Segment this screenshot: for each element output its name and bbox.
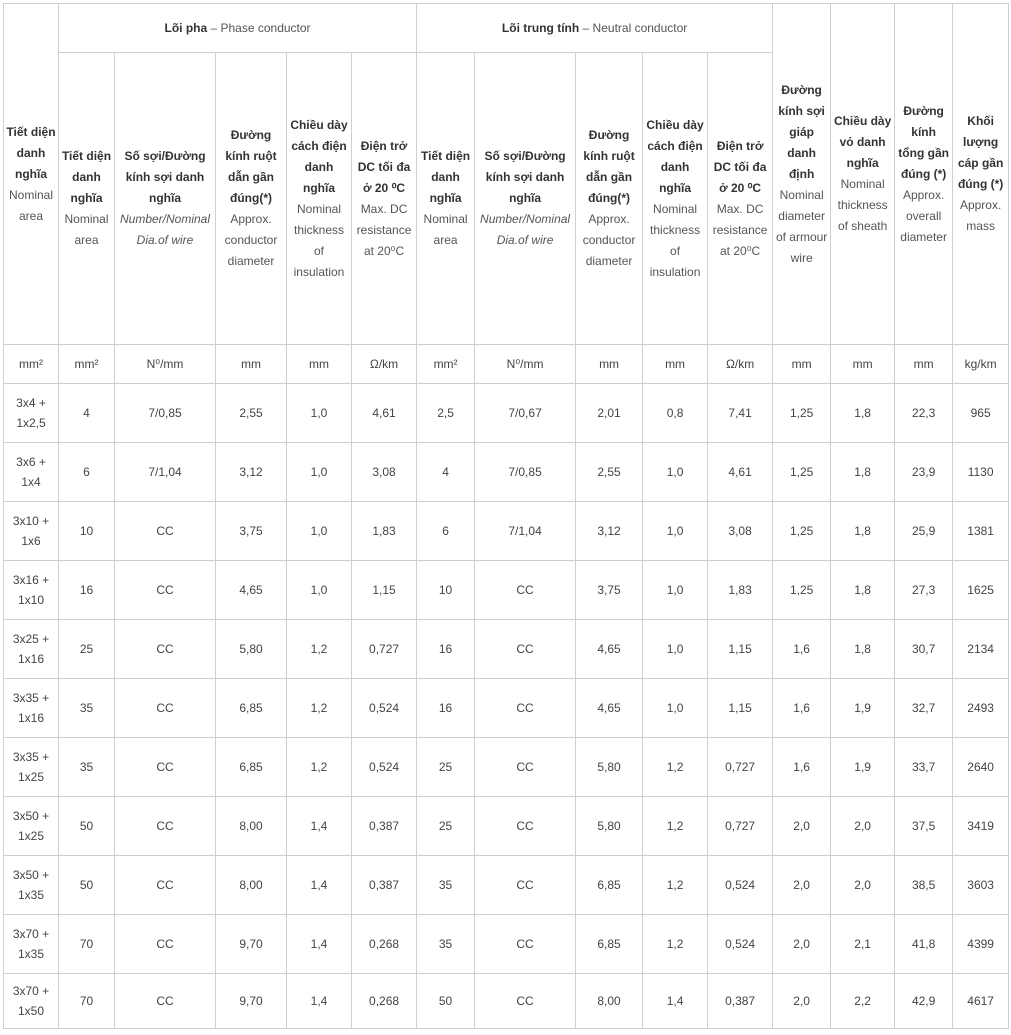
table-cell: 2,55 (576, 443, 643, 502)
table-cell: 10 (59, 502, 115, 561)
table-cell-size: 3x6 + 1x4 (4, 443, 59, 502)
table-row (4, 502, 1009, 561)
unit-cell: mm² (417, 345, 475, 384)
table-cell: 22,3 (895, 384, 953, 443)
table-cell: 7/0,85 (115, 384, 216, 443)
header-label-en: Nominal thickness of insulation (649, 201, 701, 279)
table-cell: 1,15 (352, 561, 417, 620)
table-cell: 1,25 (773, 502, 831, 561)
table-cell: 4399 (953, 915, 1009, 974)
table-cell: 1,9 (831, 738, 895, 797)
table-cell: 0,268 (352, 915, 417, 974)
header-label-vi: Số sợi/Đường kính sợi danh nghĩa (484, 149, 566, 205)
table-cell: 1,6 (773, 620, 831, 679)
table-cell: 3,08 (708, 502, 773, 561)
table-cell: 4 (417, 443, 475, 502)
table-cell: 1130 (953, 443, 1009, 502)
unit-cell: kg/km (953, 345, 1009, 384)
table-cell: 8,00 (216, 856, 287, 915)
table-cell: 2,2 (831, 974, 895, 1029)
header-overall-diameter (895, 4, 953, 345)
table-cell: 1,4 (643, 974, 708, 1029)
table-cell: CC (475, 738, 576, 797)
table-cell: 25,9 (895, 502, 953, 561)
header-label-en: Nominal diameter of armour wire (775, 187, 828, 265)
table-cell: 35 (417, 915, 475, 974)
table-cell: 1,8 (831, 620, 895, 679)
table-cell: CC (475, 561, 576, 620)
table-cell: 9,70 (216, 974, 287, 1029)
header-label-vi: Đường kính tổng gần đúng (*) (898, 103, 949, 181)
table-cell: 35 (417, 856, 475, 915)
cable-spec-table (3, 3, 1009, 1029)
table-cell: 1,2 (643, 738, 708, 797)
table-cell: 1,0 (643, 561, 708, 620)
table-cell: 23,9 (895, 443, 953, 502)
table-cell: 5,80 (576, 738, 643, 797)
table-cell: 9,70 (216, 915, 287, 974)
table-row (4, 738, 1009, 797)
table-cell: 1,2 (643, 856, 708, 915)
table-cell: 3,75 (216, 502, 287, 561)
table-cell: 27,3 (895, 561, 953, 620)
header-label-en: Max. DC resistance at 20⁰C (712, 201, 768, 258)
header-label-vi: Đường kính ruột dẫn gần đúng(*) (225, 128, 277, 205)
table-cell: 6,85 (216, 679, 287, 738)
table-cell: 1,4 (287, 974, 352, 1029)
table-cell: 1,0 (643, 679, 708, 738)
header-group-row (4, 4, 1009, 53)
header-label-vi: Khối lượng cáp gần đúng (*) (957, 114, 1004, 191)
header-neutral-conductor-diameter (576, 53, 643, 345)
table-cell: 1,8 (831, 443, 895, 502)
table-cell: 4,65 (576, 620, 643, 679)
table-cell: 2,0 (773, 915, 831, 974)
table-cell: 1,25 (773, 384, 831, 443)
table-cell: CC (475, 974, 576, 1029)
table-cell: 2,0 (773, 974, 831, 1029)
table-cell: 0,387 (352, 856, 417, 915)
table-cell: 2134 (953, 620, 1009, 679)
table-cell: 7,41 (708, 384, 773, 443)
header-phase-conductor-diameter (216, 53, 287, 345)
header-label-vi: Lõi pha (164, 20, 208, 35)
table-cell: 1,2 (643, 797, 708, 856)
table-cell: 2640 (953, 738, 1009, 797)
header-label-vi: Chiều dày cách điện danh nghĩa (646, 117, 704, 195)
table-cell: 3603 (953, 856, 1009, 915)
header-neutral-wire-number-diameter (475, 53, 576, 345)
table-cell: 2,1 (831, 915, 895, 974)
header-label-en: Approx. conductor diameter (582, 212, 636, 268)
table-cell: 0,524 (708, 856, 773, 915)
table-cell: 8,00 (216, 797, 287, 856)
header-label-vi: Tiết diện danh nghĩa (61, 149, 112, 205)
unit-cell: mm (216, 345, 287, 384)
table-cell: 0,387 (352, 797, 417, 856)
table-cell: 1381 (953, 502, 1009, 561)
table-cell: 3,08 (352, 443, 417, 502)
table-cell: 7/1,04 (475, 502, 576, 561)
header-label-vi: Đường kính ruột dẫn gần đúng(*) (583, 128, 635, 205)
header-neutral-conductor (417, 4, 773, 53)
table-cell: 1,8 (831, 561, 895, 620)
table-cell: CC (115, 915, 216, 974)
header-label-vi: Điện trở DC tối đa ở 20 ⁰C (713, 138, 767, 195)
table-cell: 1,0 (287, 384, 352, 443)
table-cell: 6 (59, 443, 115, 502)
header-label-vi: Chiều dày vỏ danh nghĩa (833, 114, 892, 170)
table-cell: 16 (59, 561, 115, 620)
table-cell: 3,75 (576, 561, 643, 620)
table-row (4, 620, 1009, 679)
table-cell: 7/0,85 (475, 443, 576, 502)
table-cell: 35 (59, 679, 115, 738)
table-cell: 37,5 (895, 797, 953, 856)
table-cell: 70 (59, 974, 115, 1029)
table-cell: 2,01 (576, 384, 643, 443)
table-row (4, 679, 1009, 738)
unit-cell: mm (576, 345, 643, 384)
table-cell: 16 (417, 679, 475, 738)
table-cell: 0,524 (708, 915, 773, 974)
table-cell: 2493 (953, 679, 1009, 738)
header-label-en: Number/Nominal Dia.of wire (480, 212, 571, 247)
table-cell: 0,524 (352, 738, 417, 797)
unit-cell: mm (831, 345, 895, 384)
table-cell: 6,85 (216, 738, 287, 797)
table-cell: CC (115, 856, 216, 915)
table-cell: 1,4 (287, 856, 352, 915)
table-cell-size: 3x10 + 1x6 (4, 502, 59, 561)
header-phase-conductor (59, 4, 417, 53)
table-cell: 1,15 (708, 620, 773, 679)
table-cell: 2,0 (831, 856, 895, 915)
table-cell: 1,83 (352, 502, 417, 561)
table-cell: 4617 (953, 974, 1009, 1029)
table-cell: 1,2 (287, 738, 352, 797)
table-cell: 6 (417, 502, 475, 561)
table-cell: CC (115, 502, 216, 561)
table-cell: 1,9 (831, 679, 895, 738)
header-phase-nominal-area (59, 53, 115, 345)
table-cell: 38,5 (895, 856, 953, 915)
header-label-en: Approx. mass (959, 198, 1002, 233)
table-cell: 1,2 (643, 915, 708, 974)
table-cell: 1625 (953, 561, 1009, 620)
header-neutral-max-dc-resistance (708, 53, 773, 345)
table-cell: 1,4 (287, 915, 352, 974)
table-cell: 2,55 (216, 384, 287, 443)
table-cell: 4 (59, 384, 115, 443)
header-label-en: Nominal area (8, 187, 53, 223)
header-phase-wire-number-diameter (115, 53, 216, 345)
header-label-en: Approx. overall diameter (900, 187, 947, 244)
table-cell: 42,9 (895, 974, 953, 1029)
table-cell: 7/0,67 (475, 384, 576, 443)
table-cell: 2,5 (417, 384, 475, 443)
table-cell: 965 (953, 384, 1009, 443)
table-cell: 25 (417, 797, 475, 856)
units-row (4, 345, 1009, 384)
table-cell-size: 3x50 + 1x25 (4, 797, 59, 856)
table-cell-size: 3x35 + 1x25 (4, 738, 59, 797)
unit-cell: mm (773, 345, 831, 384)
header-label-vi: Tiết diện danh nghĩa (6, 124, 56, 181)
header-phase-max-dc-resistance (352, 53, 417, 345)
table-cell-size: 3x70 + 1x35 (4, 915, 59, 974)
table-cell: 1,4 (287, 797, 352, 856)
table-row (4, 797, 1009, 856)
table-cell: 1,0 (643, 443, 708, 502)
table-cell: 50 (417, 974, 475, 1029)
unit-cell: N⁰/mm (115, 345, 216, 384)
header-nominal-area (4, 4, 59, 345)
unit-cell: mm (895, 345, 953, 384)
table-cell-size: 3x25 + 1x16 (4, 620, 59, 679)
table-cell: 25 (417, 738, 475, 797)
table-cell-size: 3x35 + 1x16 (4, 679, 59, 738)
table-cell: 10 (417, 561, 475, 620)
header-label-en: Nominal area (423, 212, 468, 247)
header-neutral-insulation-thickness (643, 53, 708, 345)
header-label-en: Max. DC resistance at 20⁰C (356, 201, 412, 258)
unit-cell: mm (643, 345, 708, 384)
table-cell: 33,7 (895, 738, 953, 797)
table-cell: 30,7 (895, 620, 953, 679)
table-cell: 70 (59, 915, 115, 974)
table-cell: 32,7 (895, 679, 953, 738)
table-cell: 5,80 (576, 797, 643, 856)
table-cell: CC (115, 561, 216, 620)
table-cell: 6,85 (576, 856, 643, 915)
header-label-en: Nominal area (64, 212, 109, 247)
header-label-vi: Tiết diện danh nghĩa (421, 149, 471, 205)
table-cell: 0,268 (352, 974, 417, 1029)
table-cell: 25 (59, 620, 115, 679)
table-row (4, 443, 1009, 502)
table-cell: 4,65 (216, 561, 287, 620)
unit-cell: mm (287, 345, 352, 384)
table-row (4, 384, 1009, 443)
table-cell: 6,85 (576, 915, 643, 974)
table-cell: 3,12 (216, 443, 287, 502)
table-cell: 1,8 (831, 384, 895, 443)
unit-cell: N⁰/mm (475, 345, 576, 384)
table-cell: CC (115, 797, 216, 856)
table-cell: 1,2 (287, 679, 352, 738)
table-cell: 50 (59, 856, 115, 915)
table-cell-size: 3x70 + 1x50 (4, 974, 59, 1029)
header-label-vi: Số sợi/Đường kính sợi danh nghĩa (124, 149, 206, 205)
header-sheath-thickness (831, 4, 895, 345)
table-cell: 4,61 (352, 384, 417, 443)
table-cell: CC (115, 738, 216, 797)
table-row (4, 915, 1009, 974)
table-cell: 2,0 (773, 856, 831, 915)
table-cell: 1,0 (643, 620, 708, 679)
table-cell: 4,61 (708, 443, 773, 502)
table-cell: 1,0 (287, 561, 352, 620)
header-label-vi: Lõi trung tính (501, 20, 580, 35)
unit-cell: Ω/km (708, 345, 773, 384)
table-cell: 1,6 (773, 679, 831, 738)
table-cell: 0,727 (352, 620, 417, 679)
table-cell: 1,6 (773, 738, 831, 797)
table-cell-size: 3x16 + 1x10 (4, 561, 59, 620)
table-cell: 0,8 (643, 384, 708, 443)
table-cell: 0,387 (708, 974, 773, 1029)
table-cell: 7/1,04 (115, 443, 216, 502)
table-cell: 0,727 (708, 797, 773, 856)
table-cell: 1,0 (643, 502, 708, 561)
table-cell: 0,524 (352, 679, 417, 738)
header-label-en: Nominal thickness of sheath (837, 177, 888, 233)
header-label-vi: Đường kính sợi giáp danh định (778, 82, 825, 181)
header-label-en: Nominal thickness of insulation (293, 201, 345, 279)
table-row (4, 561, 1009, 620)
table-cell: 5,80 (216, 620, 287, 679)
table-cell: 1,2 (287, 620, 352, 679)
table-cell: 41,8 (895, 915, 953, 974)
header-label-en: Number/Nominal Dia.of wire (119, 212, 211, 247)
table-cell: 1,25 (773, 561, 831, 620)
table-cell: 3419 (953, 797, 1009, 856)
header-phase-insulation-thickness (287, 53, 352, 345)
header-label-en: – Phase conductor (207, 20, 311, 35)
table-body (4, 345, 1009, 1029)
table-cell: CC (475, 915, 576, 974)
table-cell: 1,25 (773, 443, 831, 502)
header-armour-wire-diameter (773, 4, 831, 345)
table-cell: 2,0 (831, 797, 895, 856)
header-label-vi: Điện trở DC tối đa ở 20 ⁰C (357, 138, 411, 195)
table-cell: CC (475, 797, 576, 856)
table-row (4, 974, 1009, 1029)
table-cell: 1,83 (708, 561, 773, 620)
table-cell: 1,15 (708, 679, 773, 738)
table-cell: 0,727 (708, 738, 773, 797)
table-cell: 35 (59, 738, 115, 797)
unit-cell: mm² (59, 345, 115, 384)
table-cell: 16 (417, 620, 475, 679)
header-label-en: – Neutral conductor (579, 20, 688, 35)
table-cell: CC (475, 679, 576, 738)
table-cell: 8,00 (576, 974, 643, 1029)
table-cell: CC (115, 679, 216, 738)
table-cell: CC (475, 856, 576, 915)
table-cell: 1,0 (287, 443, 352, 502)
header-neutral-nominal-area (417, 53, 475, 345)
unit-cell: mm² (4, 345, 59, 384)
header-label-vi: Chiều dày cách điện danh nghĩa (290, 117, 348, 195)
table-cell: 4,65 (576, 679, 643, 738)
unit-cell: Ω/km (352, 345, 417, 384)
table-cell: 50 (59, 797, 115, 856)
table-cell-size: 3x50 + 1x35 (4, 856, 59, 915)
table-cell: 1,0 (287, 502, 352, 561)
table-cell: CC (475, 620, 576, 679)
table-cell: CC (115, 620, 216, 679)
table-cell: 3,12 (576, 502, 643, 561)
table-cell-size: 3x4 + 1x2,5 (4, 384, 59, 443)
table-cell: 1,8 (831, 502, 895, 561)
header-approx-mass (953, 4, 1009, 345)
table-cell: CC (115, 974, 216, 1029)
table-cell: 2,0 (773, 797, 831, 856)
table-row (4, 856, 1009, 915)
header-label-en: Approx. conductor diameter (224, 212, 278, 268)
